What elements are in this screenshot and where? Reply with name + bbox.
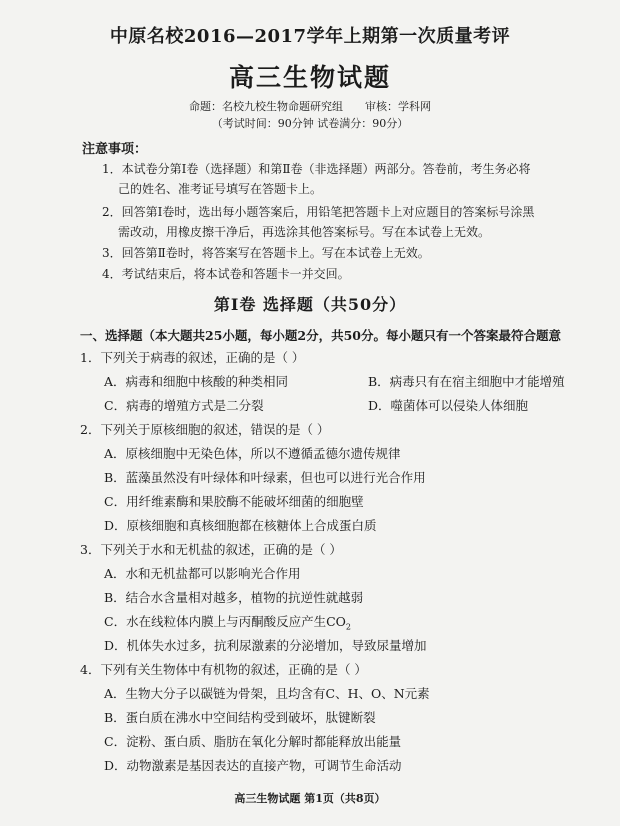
school-line: 中原名校2016—2017学年上期第一次质量考评 bbox=[109, 26, 511, 47]
note-item: 2．回答第Ⅰ卷时，选出每小题答案后，用铅笔把答题卡上对应题目的答案标号涂黑 bbox=[102, 205, 535, 219]
note-item: 1．本试卷分第Ⅰ卷（选择题）和第Ⅱ卷（非选择题）两部分。答卷前，考生务必将 bbox=[102, 162, 531, 176]
exam-credits bbox=[0, 98, 620, 114]
question-stem: 3．下列关于水和无机盐的叙述，正确的是（ ） bbox=[80, 542, 342, 557]
option-d: D．原核细胞和真核细胞都在核糖体上合成蛋白质 bbox=[104, 518, 377, 533]
option-a: A．生物大分子以碳链为骨架，且均含有C、H、O、N元素 bbox=[104, 686, 430, 701]
exam-title: 高三生物试题 bbox=[228, 63, 391, 92]
note-item: 己的姓名、准考证号填写在答题卡上。 bbox=[118, 182, 323, 196]
option-c-text: C．水在线粒体内膜上与丙酮酸反应产生CO bbox=[104, 614, 346, 629]
time-score-line: （考试时间：90分钟 试卷满分：90分） bbox=[211, 117, 409, 130]
note-item: 4．考试结束后，将本试卷和答题卡一并交回。 bbox=[102, 267, 350, 281]
question-stem: 1．下列关于病毒的叙述，正确的是（ ） bbox=[80, 350, 305, 365]
question-stem: 2．下列关于原核细胞的叙述，错误的是（ ） bbox=[80, 422, 330, 437]
question-stem: 4．下列有关生物体中有机物的叙述，正确的是（ ） bbox=[80, 662, 367, 677]
notes-heading: 注意事项： bbox=[82, 142, 148, 157]
option-d: D．噬菌体可以侵染人体细胞 bbox=[368, 398, 529, 413]
option-a: A．原核细胞中无染色体，所以不遵循孟德尔遗传规律 bbox=[104, 446, 401, 461]
option-a: A．病毒和细胞中核酸的种类相同 bbox=[104, 374, 289, 389]
option-b: B．病毒只有在宿主细胞中才能增殖 bbox=[368, 374, 565, 389]
section-instruction: 一、选择题（本大题共25小题，每小题2分，共50分。每小题只有一个答案最符合题意 bbox=[80, 328, 561, 343]
option-c bbox=[104, 612, 351, 632]
reviewer-line: 审核：学科网 bbox=[365, 100, 431, 113]
option-d: D．机体失水过多，抗利尿激素的分泌增加，导致尿量增加 bbox=[104, 638, 427, 653]
page-footer: 高三生物试题 第1页（共8页） bbox=[234, 792, 386, 805]
note-item: 3．回答第Ⅱ卷时，将答案写在答题卡上。写在本试卷上无效。 bbox=[102, 246, 430, 260]
author-line: 命题：名校九校生物命题研究组 bbox=[189, 100, 343, 113]
note-item: 需改动，用橡皮擦干净后，再选涂其他答案标号。写在本试卷上无效。 bbox=[118, 225, 491, 239]
option-c: C．用纤维素酶和果胶酶不能破坏细菌的细胞壁 bbox=[104, 494, 364, 509]
option-a: A．水和无机盐都可以影响光合作用 bbox=[104, 566, 301, 581]
option-b: B．蛋白质在沸水中空间结构受到破坏，肽键断裂 bbox=[104, 710, 376, 725]
option-b: B．结合水含量相对越多，植物的抗逆性就越弱 bbox=[104, 590, 364, 605]
option-c: C．淀粉、蛋白质、脂肪在氧化分解时都能释放出能量 bbox=[104, 734, 402, 749]
option-d: D．动物激素是基因表达的直接产物，可调节生命活动 bbox=[104, 758, 402, 773]
subscript: 2 bbox=[345, 622, 351, 632]
option-c: C．病毒的增殖方式是二分裂 bbox=[104, 398, 264, 413]
option-b: B．蓝藻虽然没有叶绿体和叶绿素，但也可以进行光合作用 bbox=[104, 470, 426, 485]
section-title: 第Ⅰ卷 选择题（共50分） bbox=[213, 295, 407, 314]
